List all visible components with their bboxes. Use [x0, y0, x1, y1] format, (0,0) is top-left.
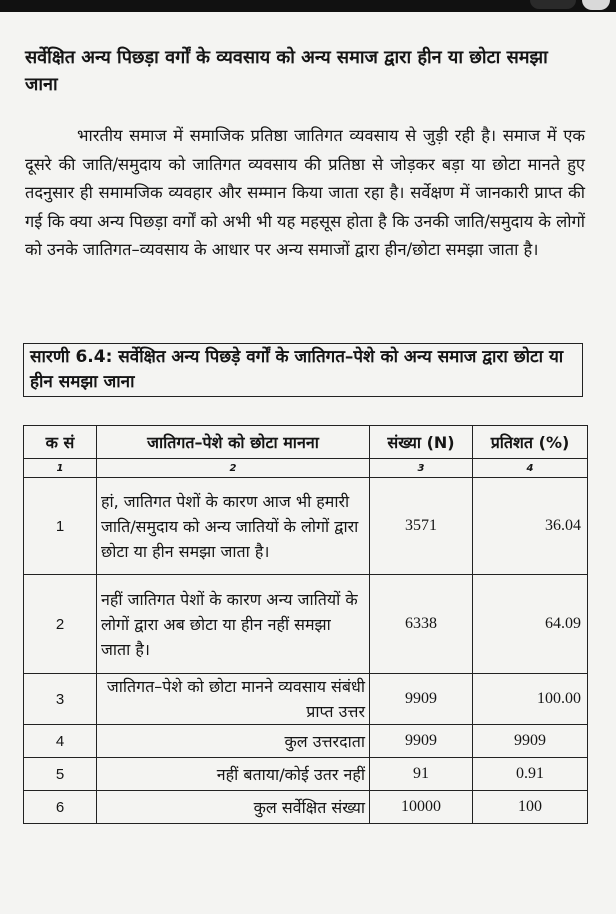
row-count: 9909: [370, 725, 473, 758]
table-row: [24, 674, 588, 725]
row-count: 91: [370, 758, 473, 791]
row-percent: 100: [473, 791, 588, 824]
row-count: 9909: [370, 674, 473, 725]
header-percent: प्रतिशत (%): [473, 426, 588, 459]
section-heading: सर्वेक्षित अन्य पिछड़ा वर्गों के व्यवसाय को अन्य समाज द्वारा हीन या छोटा समझा जाना: [25, 47, 548, 95]
status-bar: [0, 0, 616, 12]
header-count: संख्या (N): [370, 426, 473, 459]
table-header-row: [24, 426, 588, 459]
body-paragraph: भारतीय समाज में समाजिक प्रतिष्ठा जातिगत व्यवसाय से जुड़ी रही है। समाज में एक दूसरे की जाति/समुदाय को जातिगत व्यवसाय की प्रतिष्ठा से जोड़कर बड़ा या छोटा मानते हुए तदनुसार ही समामजिक व्यवहार और सम्मान किया जाता रहा है। सर्वेक्षण में जानकारी प्राप्त की गई कि क्या अन्य पिछड़ा वर्गों को अभी भी यह महसूस होता है कि उनकी जाति/समुदाय के लोगों को उनके जातिगत–व्यवसाय के आधार पर अन्य समाजों द्वारा हीन/छोटा समझा जाता है।: [25, 126, 585, 260]
table-row: [24, 725, 588, 758]
header-description: जातिगत–पेशे को छोटा मानना: [97, 426, 370, 459]
column-number: 1: [24, 459, 97, 478]
table-row: [24, 758, 588, 791]
table-row: [24, 791, 588, 824]
table-caption: सारणी 6.4: सर्वेक्षित अन्य पिछड़े वर्गों के जातिगत–पेशे को अन्य समाज द्वारा छोटा या हीन समझा जाना: [23, 343, 583, 397]
row-percent: 36.04: [473, 478, 588, 575]
battery-icon: [582, 0, 610, 10]
row-percent: 9909: [473, 725, 588, 758]
row-percent: 64.09: [473, 575, 588, 674]
row-serial: 3: [24, 674, 97, 725]
row-percent: 0.91: [473, 758, 588, 791]
row-description: नहीं बताया/कोई उतर नहीं: [97, 758, 370, 791]
row-description: कुल सर्वेक्षित संख्या: [97, 791, 370, 824]
row-description: हां, जातिगत पेशों के कारण आज भी हमारी जाति/समुदाय को अन्य जातियों के लोगों द्वारा छोटा या हीन समझा जाता है।: [97, 478, 370, 575]
row-count: 6338: [370, 575, 473, 674]
row-serial: 1: [24, 478, 97, 575]
table-row: [24, 575, 588, 674]
column-number: 3: [370, 459, 473, 478]
row-serial: 5: [24, 758, 97, 791]
table-row: [24, 478, 588, 575]
column-number: 4: [473, 459, 588, 478]
survey-table: [23, 425, 588, 824]
header-serial: क सं: [24, 426, 97, 459]
signal-indicator: [530, 0, 576, 9]
row-serial: 2: [24, 575, 97, 674]
row-count: 10000: [370, 791, 473, 824]
row-serial: 6: [24, 791, 97, 824]
column-number-row: [24, 459, 588, 478]
row-percent: 100.00: [473, 674, 588, 725]
row-serial: 4: [24, 725, 97, 758]
row-count: 3571: [370, 478, 473, 575]
row-description: नहीं जातिगत पेशों के कारण अन्य जातियों के लोगों द्वारा अब छोटा या हीन नहीं समझा जाता है।: [97, 575, 370, 674]
row-description: जातिगत–पेशे को छोटा मानने व्यवसाय संबंधी प्राप्त उत्तर: [97, 674, 370, 725]
row-description: कुल उत्तरदाता: [97, 725, 370, 758]
column-number: 2: [97, 459, 370, 478]
